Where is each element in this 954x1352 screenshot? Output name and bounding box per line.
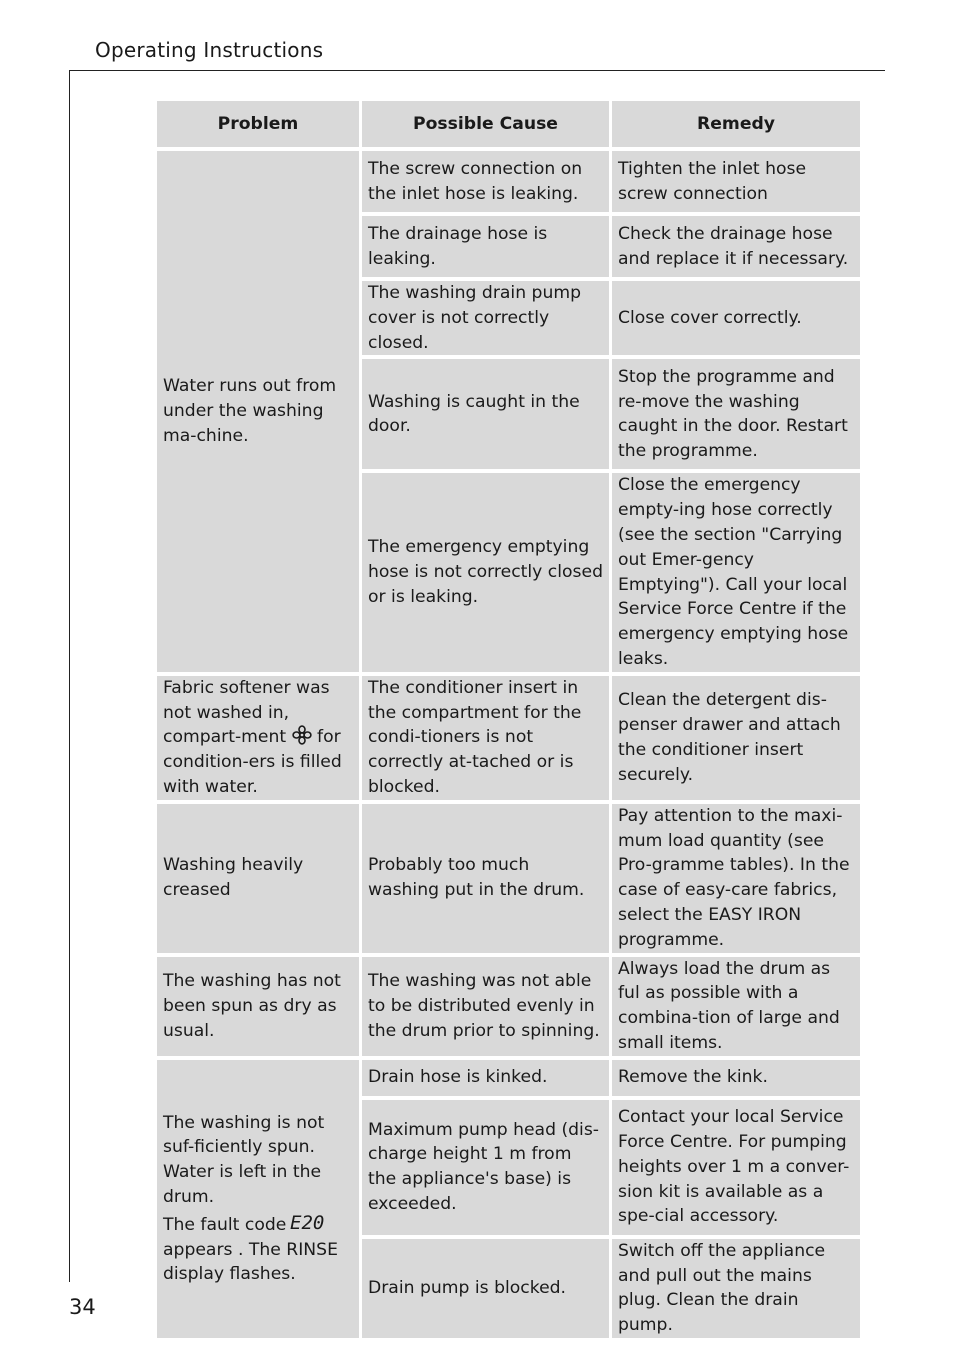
troubleshooting-table: [154, 97, 863, 1342]
page-number: 34: [69, 1295, 96, 1319]
cause-cell: The drainage hose is leaking.: [362, 216, 609, 277]
cause-cell: Washing is caught in the door.: [362, 359, 609, 469]
remedy-cell: Contact your local Service Force Centre. For pumping heights over 1 m a conver-sion kit is available as a spe-cial accessory.: [612, 1100, 860, 1235]
cause-cell: Drain hose is kinked.: [362, 1060, 609, 1096]
remedy-cell: Always load the drum as ful as possible with a combina-tion of large and small items.: [612, 957, 860, 1056]
remedy-cell: Switch off the appliance and pull out the mains plug. Clean the drain pump.: [612, 1239, 860, 1338]
table-row: [157, 676, 860, 800]
remedy-cell: Check the drainage hose and replace it if necessary.: [612, 216, 860, 277]
remedy-cell: Pay attention to the maxi-mum load quantity (see Pro-gramme tables). In the case of easy-care fabrics, select the EASY IRON programme.: [612, 804, 860, 953]
cause-cell: Maximum pump head (dis-charge height 1 m from the appliance's base) is exceeded.: [362, 1100, 609, 1235]
remedy-cell: Tighten the inlet hose screw connection: [612, 151, 860, 212]
remedy-cell: Stop the programme and re-move the washing caught in the door. Restart the programme.: [612, 359, 860, 469]
table-header-row: [157, 101, 860, 147]
fault-code-label: The fault code: [163, 1214, 287, 1235]
column-header-remedy: Remedy: [612, 101, 860, 147]
problem-cell: Washing heavily creased: [157, 804, 359, 953]
problem-cell: Water runs out from under the washing ma-chine.: [157, 151, 359, 672]
header-rule: [69, 70, 885, 71]
fault-code-display: [290, 1212, 332, 1232]
remedy-cell: Close the emergency empty-ing hose correctly (see the section "Carrying out Emer-gency Emptying"). Call your local Service Force Centre if the emergency emptying hose leaks.: [612, 473, 860, 671]
table-row: [157, 957, 860, 1056]
problem-cell: The washing has not been spun as dry as usual.: [157, 957, 359, 1056]
margin-rule: [69, 70, 70, 1282]
problem-cell: [157, 1060, 359, 1338]
problem-text: [163, 678, 342, 797]
table-row: [157, 151, 860, 212]
table-row: [157, 1060, 860, 1096]
cause-cell: Probably too much washing put in the drum.: [362, 804, 609, 953]
fault-code-suffix: appears . The RINSE display flashes.: [163, 1239, 338, 1285]
page-header-title: Operating Instructions: [95, 38, 324, 62]
column-header-cause: Possible Cause: [362, 101, 609, 147]
problem-text: The washing is not suf-ficiently spun. Water is left in the drum.: [163, 1112, 325, 1207]
problem-cell: [157, 676, 359, 800]
remedy-cell: Clean the detergent dis-penser drawer and attach the conditioner insert securely.: [612, 676, 860, 800]
table-row: [157, 804, 860, 953]
remedy-cell: Close cover correctly.: [612, 281, 860, 355]
cause-cell: The washing drain pump cover is not correctly closed.: [362, 281, 609, 355]
cause-cell: The washing was not able to be distributed evenly in the drum prior to spinning.: [362, 957, 609, 1056]
problem-text-part: Fabric softener was not washed in, compart-ment: [163, 677, 330, 748]
cause-cell: The conditioner insert in the compartment for the condi-tioners is not correctly at-tached or is blocked.: [362, 676, 609, 800]
problem-text-part: for condition-ers is filled with water.: [163, 727, 342, 797]
cause-cell: The screw connection on the inlet hose is leaking.: [362, 151, 609, 212]
column-header-problem: Problem: [157, 101, 359, 147]
cause-cell: Drain pump is blocked.: [362, 1239, 609, 1338]
fault-code-text: E20: [290, 1211, 325, 1232]
flower-icon: [292, 725, 312, 745]
remedy-cell: Remove the kink.: [612, 1060, 860, 1096]
fault-code-line: [163, 1212, 353, 1238]
cause-cell: The emergency emptying hose is not correctly closed or is leaking.: [362, 473, 609, 671]
